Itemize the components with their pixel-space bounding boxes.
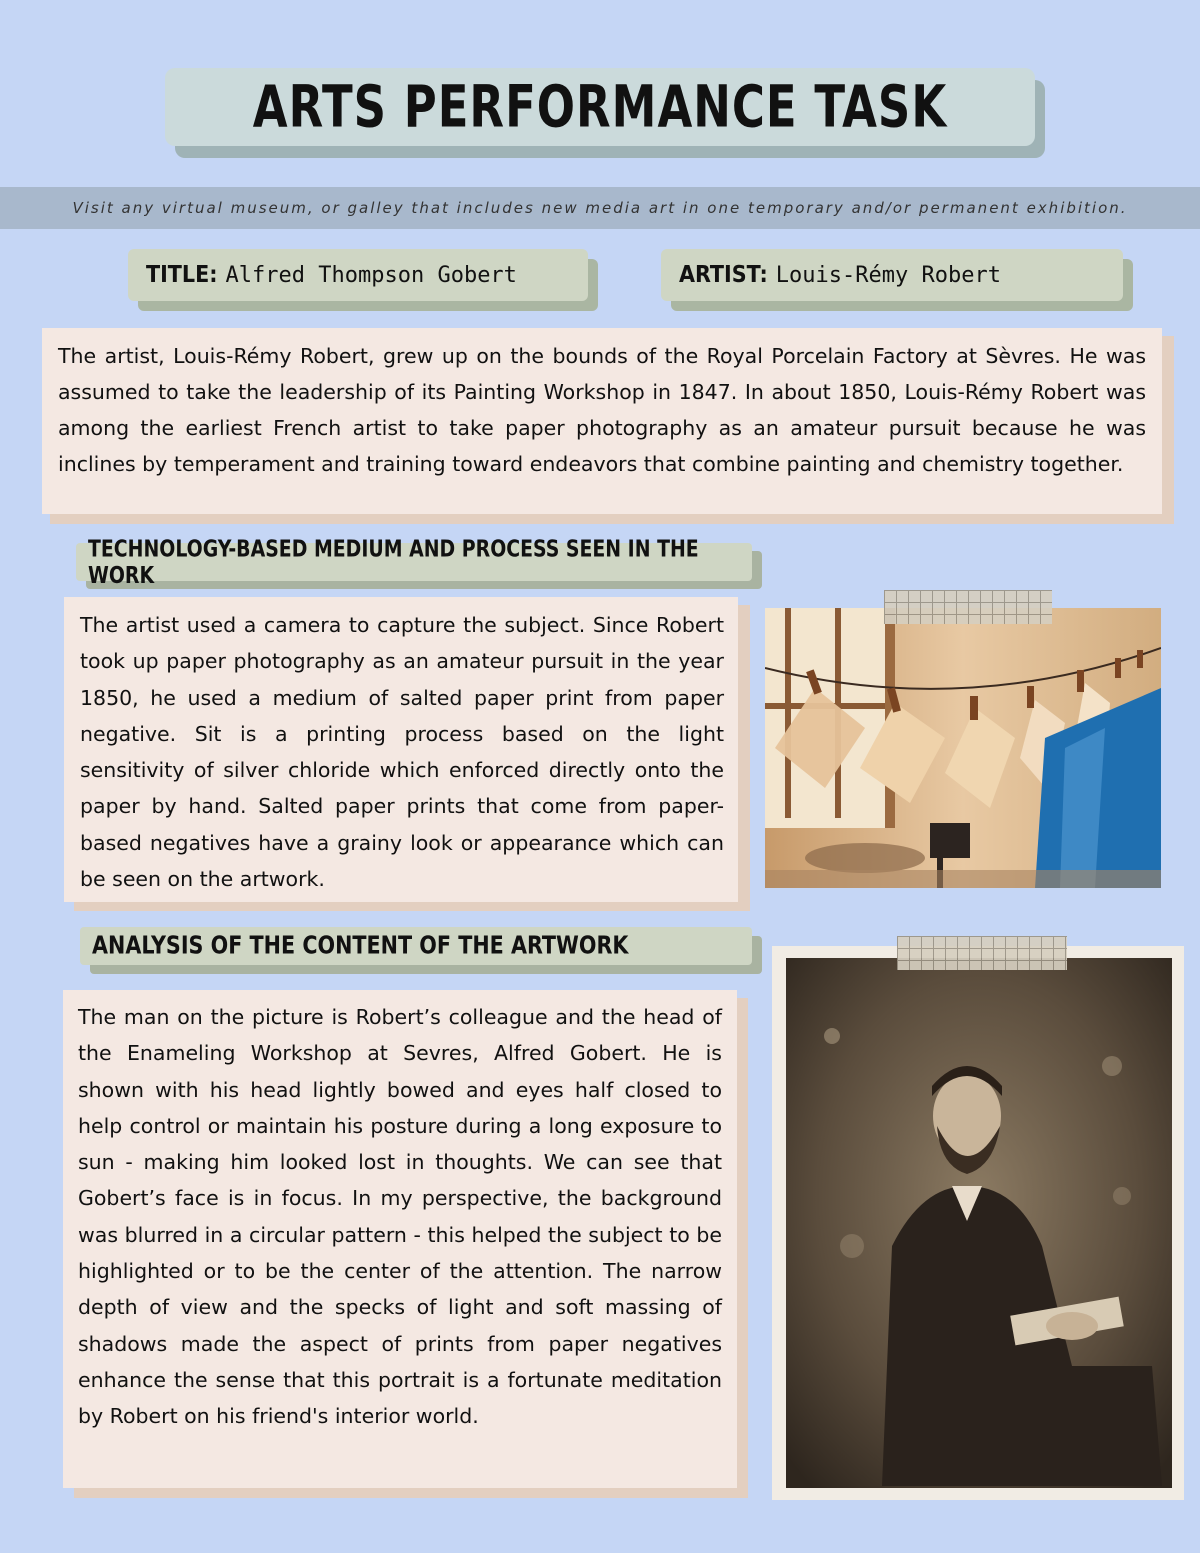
analysis-card — [63, 990, 737, 1488]
technology-heading-text: TECHNOLOGY-BASED MEDIUM AND PROCESS SEEN IN THE WORK — [88, 535, 699, 589]
title-pill — [128, 249, 588, 301]
technology-card — [64, 597, 738, 902]
intro-text: The artist, Louis-Rémy Robert, grew up on the bounds of the Royal Porcelain Factory at Sèvres. He was assumed to take the leadership of its Painting Workshop in 1847. In about 1850, Louis-Rémy Robert was among the earliest French artist to take paper photography as an amateur pursuit because he was inclines by temperament and training toward endeavors that combine painting and chemistry together. — [58, 344, 1146, 476]
analysis-text: The man on the picture is Robert’s colleague and the head of the Enameling Workshop at Sevres, Alfred Gobert. He is shown with his head lightly bowed and eyes half closed to help control or maintain his posture during a long exposure to sun - making him looked lost in thoughts. We can see that Gobert’s face is in focus. In my perspective, the background was blurred in a circular pattern - this helped the subject to be highlighted or to be the center of the attention. The narrow depth of view and the specks of light and soft massing of shadows made the aspect of prints from paper negatives enhance the sense that this portrait is a fortunate meditation by Robert on his friend's interior world. — [78, 1005, 722, 1429]
instruction-text: Visit any virtual museum, or galley that includes new media art in one temporary and/or permanent exhibition. — [72, 199, 1128, 217]
title-label: TITLE: — [146, 262, 218, 288]
instruction-band — [0, 187, 1200, 229]
tape-decoration — [897, 936, 1067, 970]
analysis-heading-text: ANALYSIS OF THE CONTENT OF THE ARTWORK — [92, 931, 629, 961]
portrait-frame — [772, 946, 1184, 1500]
analysis-heading — [80, 927, 752, 965]
title-value: Alfred Thompson Gobert — [225, 262, 517, 288]
technology-heading — [76, 535, 752, 589]
tape-decoration — [884, 590, 1052, 624]
artist-pill — [661, 249, 1123, 301]
process-photo — [765, 608, 1161, 888]
page-title: ARTS PERFORMANCE TASK — [252, 73, 948, 141]
intro-card — [42, 328, 1162, 514]
artist-value: Louis-Rémy Robert — [775, 262, 1001, 288]
artist-label: ARTIST: — [679, 262, 768, 288]
technology-text: The artist used a camera to capture the subject. Since Robert took up paper photography as an amateur pursuit in the year 1850, he used a medium of salted paper print from paper negative. Sit is a printing process based on the light sensitivity of silver chloride which enforced directly onto the paper by hand. Salted paper prints that come from paper-based negatives have a grainy look or appearance which can be seen on the artwork. — [80, 613, 724, 892]
alfred-gobert-portrait-photo — [772, 946, 1184, 1500]
title-banner — [165, 68, 1035, 146]
salted-paper-prints-drying-photo — [765, 608, 1161, 888]
